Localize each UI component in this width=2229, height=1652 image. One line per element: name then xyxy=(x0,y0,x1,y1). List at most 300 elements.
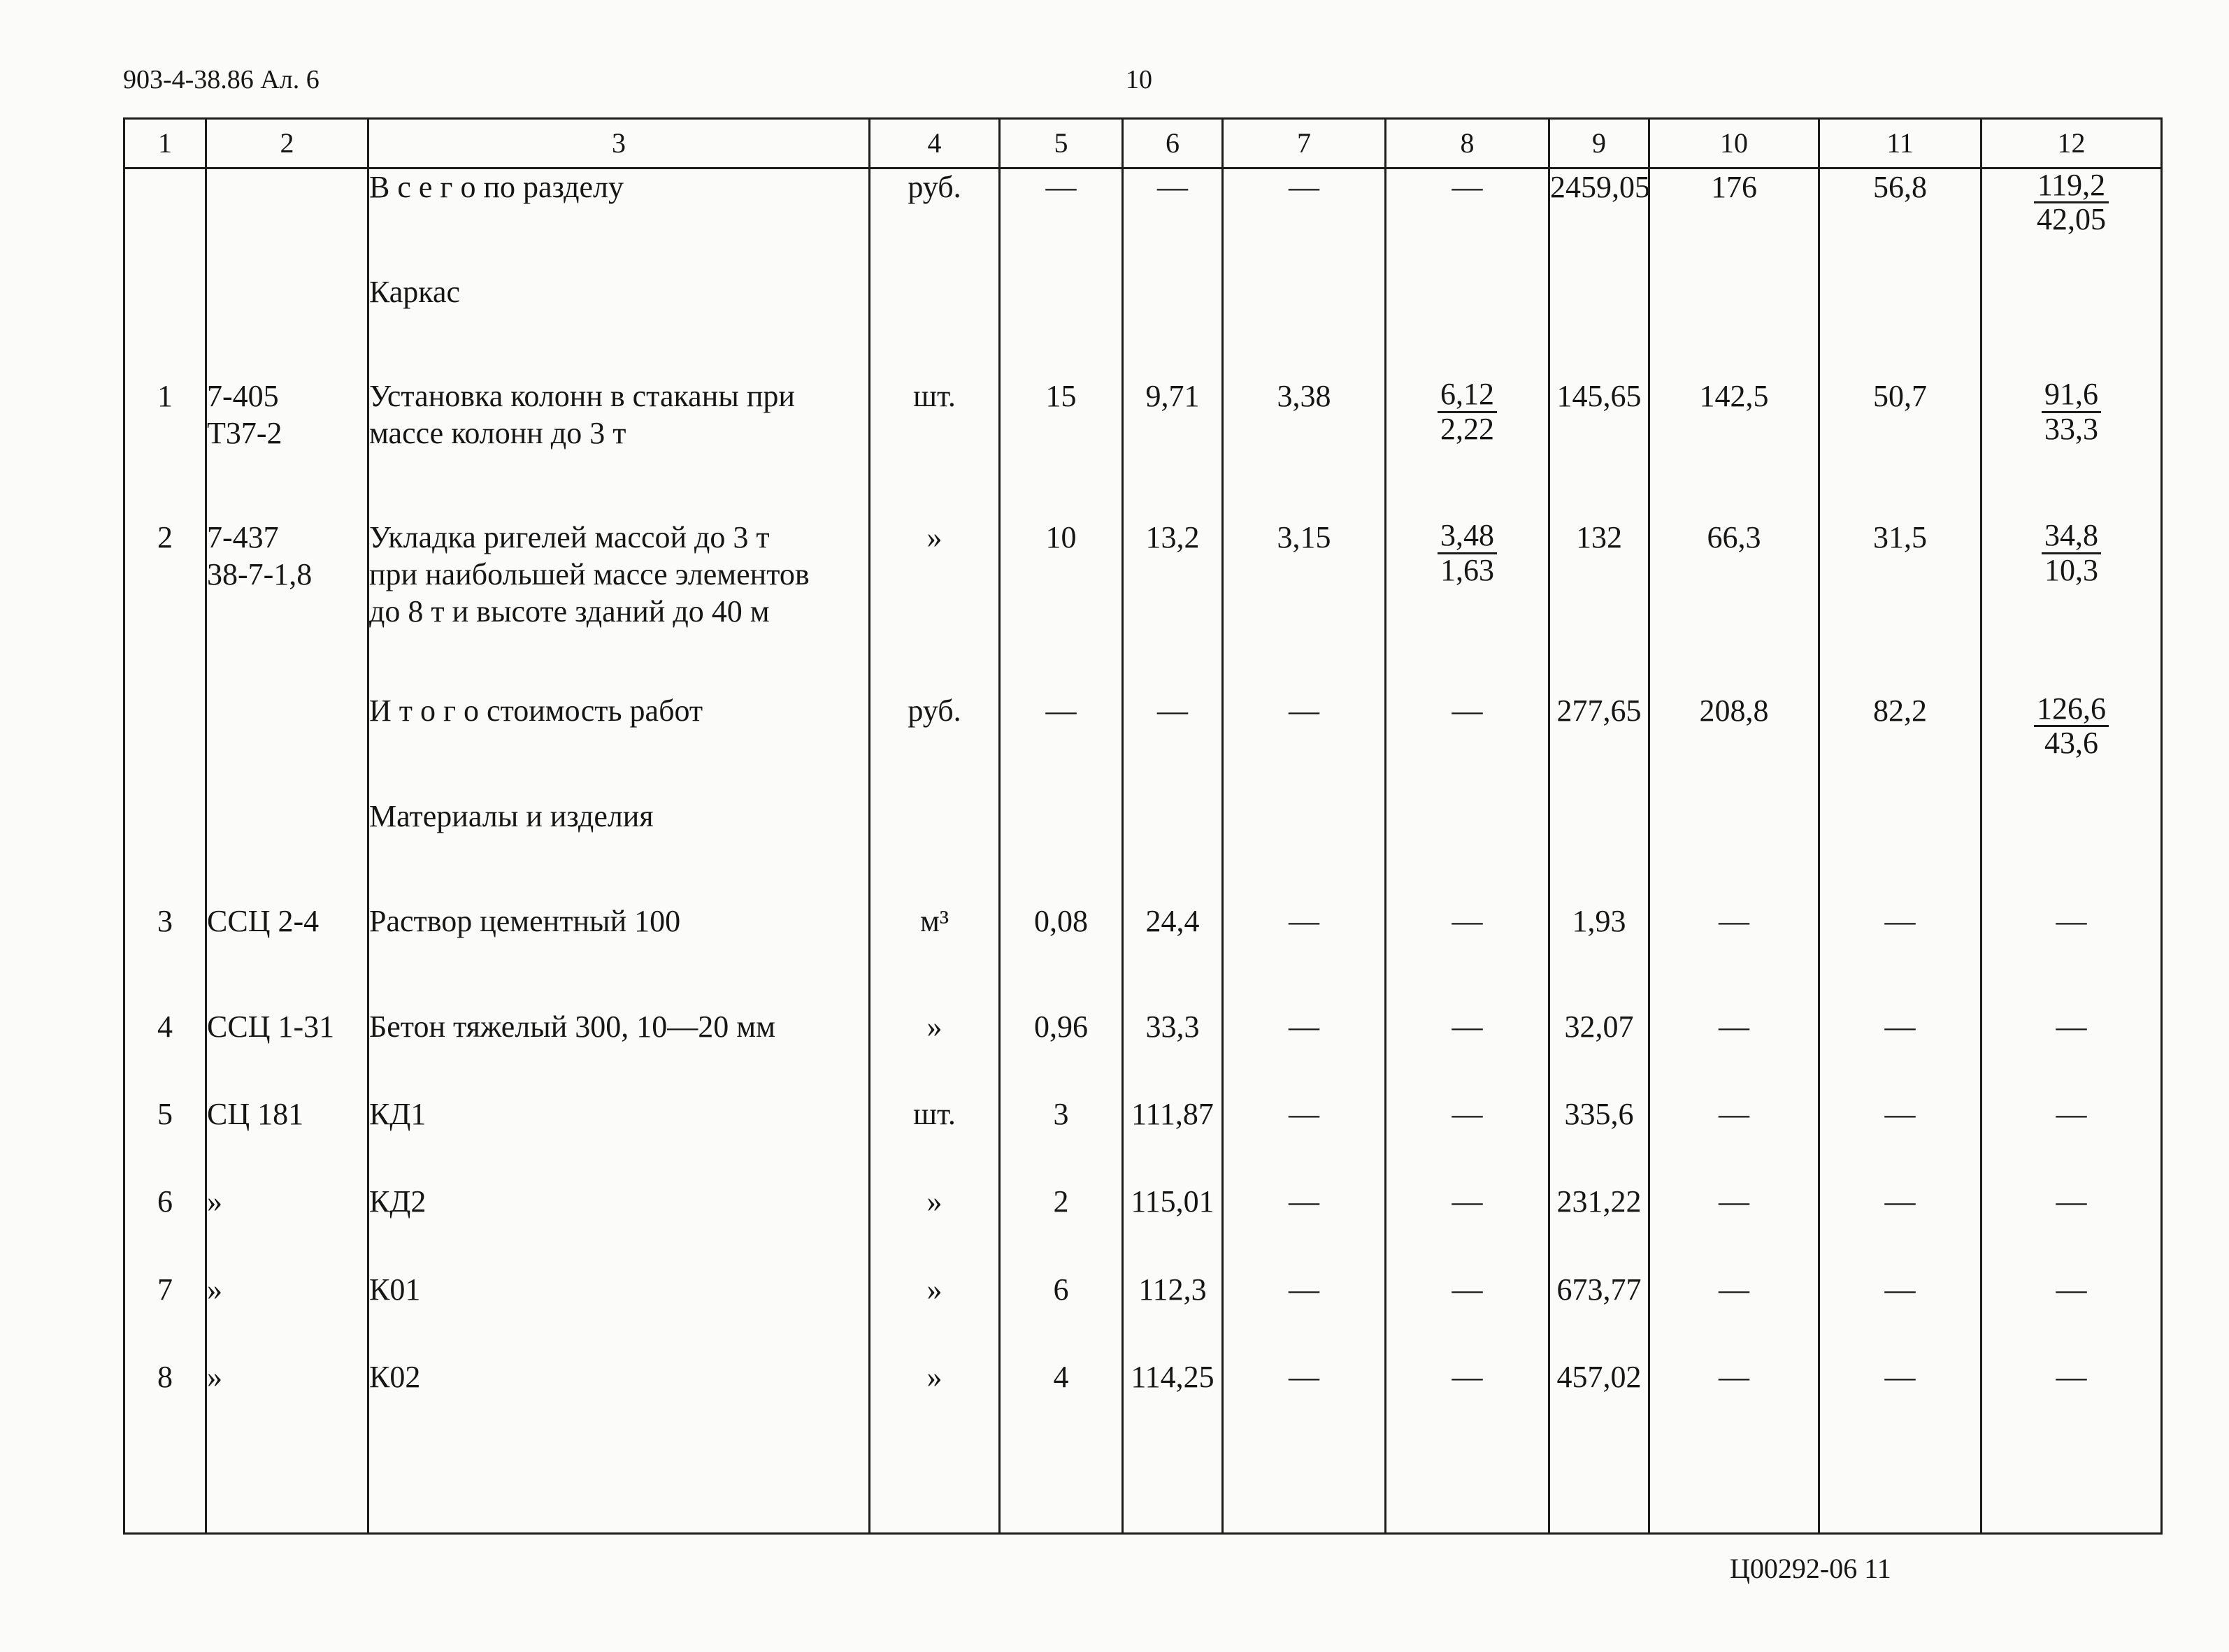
column-header-10: 10 xyxy=(1649,119,1819,168)
cell-col7 xyxy=(1223,798,1386,903)
total-cost: 277,65 xyxy=(1556,693,1642,728)
total-cost: 32,07 xyxy=(1564,1010,1634,1044)
col10-value: 142,5 xyxy=(1699,379,1769,414)
description: Бетон тяжелый 300, 10—20 мм xyxy=(369,1010,775,1044)
description: КД1 xyxy=(369,1097,427,1132)
cell-unit-cost xyxy=(1123,903,1223,1009)
cell-description xyxy=(368,519,870,692)
col7-value: — xyxy=(1289,1097,1319,1132)
cell-col12 xyxy=(1981,1272,2162,1359)
cell-col7 xyxy=(1223,274,1386,378)
unit: шт. xyxy=(913,1097,956,1132)
unit: шт. xyxy=(913,379,956,414)
cell-col7 xyxy=(1223,519,1386,692)
total-cost: 673,77 xyxy=(1556,1272,1642,1307)
cell-item-number xyxy=(124,1009,206,1096)
rate-code-line2: 38-7-1,8 xyxy=(207,557,313,592)
cell-unit-cost xyxy=(1123,1009,1223,1096)
cell-quantity xyxy=(1000,1009,1123,1096)
cell-col12 xyxy=(1981,1096,2162,1184)
cell-description xyxy=(368,693,870,798)
col12-value: — xyxy=(2056,1097,2087,1132)
col12-value-denominator: 10,3 xyxy=(2044,552,2098,587)
rate-code: СЦ 181 xyxy=(207,1097,304,1132)
unit-cost: 112,3 xyxy=(1138,1272,1207,1307)
cell-col8 xyxy=(1386,519,1549,692)
cell-col8 xyxy=(1386,1359,1549,1434)
page-number: 10 xyxy=(1126,65,1152,94)
table-row xyxy=(124,903,2162,1009)
col7-value: — xyxy=(1289,1010,1319,1044)
cell-description xyxy=(368,1272,870,1359)
col8-value: — xyxy=(1452,903,1483,938)
unit: руб. xyxy=(908,693,961,728)
col12-value xyxy=(2034,693,2109,759)
col12-value: — xyxy=(2056,1010,2087,1044)
description: КД2 xyxy=(369,1184,427,1219)
cell-quantity xyxy=(1000,168,1123,274)
column-header-3: 3 xyxy=(368,119,870,168)
col8-value: — xyxy=(1452,1097,1483,1132)
cell-col11 xyxy=(1819,1184,1981,1271)
col11-value: — xyxy=(1884,1184,1916,1219)
cell-col11 xyxy=(1819,1096,1981,1184)
cell-col7 xyxy=(1223,903,1386,1009)
cell-item-number xyxy=(124,168,206,274)
cell-col8 xyxy=(1386,903,1549,1009)
description: Укладка ригелей массой до 3 т xyxy=(369,520,770,555)
cell-col12 xyxy=(1981,693,2162,798)
rate-code: 7-405 xyxy=(207,379,279,414)
table-row xyxy=(124,274,2162,378)
quantity: — xyxy=(1045,170,1077,204)
col12-value-numerator: 126,6 xyxy=(2034,693,2109,727)
col11-value: 56,8 xyxy=(1873,170,1927,204)
cell-col8 xyxy=(1386,1184,1549,1271)
cell-total-cost xyxy=(1549,903,1649,1009)
cell-rate-code xyxy=(206,1184,368,1271)
cell-item-number xyxy=(124,903,206,1009)
column-header-9: 9 xyxy=(1549,119,1649,168)
cell-item-number xyxy=(124,519,206,692)
cell-col12 xyxy=(1981,798,2162,903)
quantity: 0,08 xyxy=(1034,903,1088,938)
quantity: 0,96 xyxy=(1034,1010,1088,1044)
cell-col11 xyxy=(1819,798,1981,903)
quantity: 2 xyxy=(1053,1184,1069,1219)
filler-cell xyxy=(1223,1434,1386,1534)
rate-code-line2: Т37-2 xyxy=(207,416,282,451)
cell-col7 xyxy=(1223,378,1386,519)
cell-item-number xyxy=(124,1184,206,1271)
quantity: 3 xyxy=(1053,1097,1069,1132)
cell-unit xyxy=(870,1359,1000,1434)
cell-unit xyxy=(870,1184,1000,1271)
filler-cell xyxy=(368,1434,870,1534)
total-cost: 1,93 xyxy=(1572,903,1626,938)
cell-quantity xyxy=(1000,1184,1123,1271)
col10-value: — xyxy=(1719,1097,1749,1132)
cell-rate-code xyxy=(206,1096,368,1184)
column-number-row xyxy=(124,119,2162,168)
table-row xyxy=(124,1096,2162,1184)
item-number: 1 xyxy=(157,379,173,414)
item-number: 5 xyxy=(157,1097,173,1132)
quantity: 6 xyxy=(1053,1272,1069,1307)
col8-value xyxy=(1438,378,1497,445)
col10-value: — xyxy=(1719,1272,1749,1307)
col11-value: — xyxy=(1884,1359,1916,1394)
col12-value-numerator: 91,6 xyxy=(2042,378,2101,412)
col8-value-denominator: 2,22 xyxy=(1440,411,1494,446)
col11-value: — xyxy=(1884,1097,1916,1132)
cell-col8 xyxy=(1386,798,1549,903)
cell-unit-cost xyxy=(1123,1184,1223,1271)
table-row xyxy=(124,693,2162,798)
cell-quantity xyxy=(1000,798,1123,903)
table-row xyxy=(124,1272,2162,1359)
cell-item-number xyxy=(124,274,206,378)
filler-cell xyxy=(1123,1434,1223,1534)
column-header-12: 12 xyxy=(1981,119,2162,168)
filler-cell xyxy=(1981,1434,2162,1534)
cell-unit xyxy=(870,519,1000,692)
cell-col10 xyxy=(1649,274,1819,378)
rate-code: ССЦ 1-31 xyxy=(207,1010,335,1044)
unit: » xyxy=(926,520,943,555)
cell-rate-code xyxy=(206,903,368,1009)
col12-value-denominator: 33,3 xyxy=(2044,411,2098,446)
cell-col12 xyxy=(1981,378,2162,519)
col11-value: — xyxy=(1884,1010,1916,1044)
unit: » xyxy=(926,1359,943,1394)
unit-cost: 114,25 xyxy=(1131,1359,1214,1394)
cell-col11 xyxy=(1819,1009,1981,1096)
col10-value: 66,3 xyxy=(1707,520,1761,555)
unit: м³ xyxy=(919,903,949,938)
cell-unit xyxy=(870,1009,1000,1096)
col8-value: — xyxy=(1452,693,1483,728)
filler-cell xyxy=(1000,1434,1123,1534)
cell-unit xyxy=(870,1272,1000,1359)
cell-col10 xyxy=(1649,1272,1819,1359)
cell-col7 xyxy=(1223,1009,1386,1096)
cell-unit-cost xyxy=(1123,693,1223,798)
cell-col8 xyxy=(1386,168,1549,274)
cell-unit xyxy=(870,903,1000,1009)
col10-value: 208,8 xyxy=(1699,693,1769,728)
table-row xyxy=(124,168,2162,274)
cell-unit xyxy=(870,274,1000,378)
cell-total-cost xyxy=(1549,1359,1649,1434)
table-row xyxy=(124,1359,2162,1434)
cell-rate-code xyxy=(206,519,368,692)
filler-cell xyxy=(1649,1434,1819,1534)
footer-stamp: Ц00292-06 11 xyxy=(1730,1553,1891,1584)
cell-unit-cost xyxy=(1123,378,1223,519)
cell-item-number xyxy=(124,1272,206,1359)
cell-col10 xyxy=(1649,693,1819,798)
description: К01 xyxy=(369,1272,421,1307)
cell-col11 xyxy=(1819,1272,1981,1359)
unit: » xyxy=(926,1272,943,1307)
cell-rate-code xyxy=(206,798,368,903)
col12-value-numerator: 119,2 xyxy=(2034,169,2109,203)
cell-col10 xyxy=(1649,519,1819,692)
cell-quantity xyxy=(1000,693,1123,798)
cell-quantity xyxy=(1000,1096,1123,1184)
filler-cell xyxy=(1549,1434,1649,1534)
col7-value: — xyxy=(1289,903,1319,938)
cell-col10 xyxy=(1649,1096,1819,1184)
cell-quantity xyxy=(1000,1272,1123,1359)
unit-cost: — xyxy=(1157,170,1188,204)
col7-value: — xyxy=(1289,1272,1319,1307)
unit: » xyxy=(926,1184,943,1219)
col8-value: — xyxy=(1452,1359,1483,1394)
cell-col10 xyxy=(1649,168,1819,274)
col12-value: — xyxy=(2056,1272,2087,1307)
col8-value xyxy=(1438,519,1497,586)
rate-code: » xyxy=(207,1272,222,1307)
col11-value: — xyxy=(1884,1272,1916,1307)
col12-value-denominator: 43,6 xyxy=(2044,725,2098,760)
cell-unit xyxy=(870,1096,1000,1184)
col12-value xyxy=(2034,169,2109,236)
cell-unit-cost xyxy=(1123,798,1223,903)
cell-total-cost xyxy=(1549,693,1649,798)
col12-value: — xyxy=(2056,1359,2087,1394)
cell-col12 xyxy=(1981,274,2162,378)
cell-col10 xyxy=(1649,1009,1819,1096)
unit-cost: 9,71 xyxy=(1145,379,1200,414)
cell-unit-cost xyxy=(1123,1096,1223,1184)
table-row xyxy=(124,1009,2162,1096)
cell-description xyxy=(368,798,870,903)
document-code: 903-4-38.86 Ал. 6 xyxy=(123,65,320,94)
table-row xyxy=(124,378,2162,519)
total-cost: 132 xyxy=(1576,520,1622,555)
cell-col12 xyxy=(1981,519,2162,692)
cell-unit-cost xyxy=(1123,168,1223,274)
cell-col7 xyxy=(1223,1272,1386,1359)
unit-cost: — xyxy=(1157,693,1188,728)
description: И т о г о стоимость работ xyxy=(369,693,703,728)
rate-code: ССЦ 2-4 xyxy=(207,903,320,938)
rate-code: 7-437 xyxy=(207,520,279,555)
column-header-5: 5 xyxy=(1000,119,1123,168)
cell-item-number xyxy=(124,1096,206,1184)
col7-value: — xyxy=(1289,1359,1319,1394)
col11-value: 82,2 xyxy=(1873,693,1927,728)
cell-col11 xyxy=(1819,168,1981,274)
cell-quantity xyxy=(1000,519,1123,692)
total-cost: 457,02 xyxy=(1556,1359,1642,1394)
description-line2: массе колонн до 3 т xyxy=(369,416,626,451)
cell-col10 xyxy=(1649,798,1819,903)
unit-cost: 13,2 xyxy=(1145,520,1200,555)
item-number: 2 xyxy=(157,520,173,555)
item-number: 8 xyxy=(157,1359,173,1394)
cell-quantity xyxy=(1000,1359,1123,1434)
cell-col12 xyxy=(1981,1184,2162,1271)
cell-description xyxy=(368,378,870,519)
cell-total-cost xyxy=(1549,1184,1649,1271)
cell-col12 xyxy=(1981,1009,2162,1096)
cell-col12 xyxy=(1981,1359,2162,1434)
cell-col11 xyxy=(1819,693,1981,798)
col7-value: — xyxy=(1289,170,1319,204)
cell-description xyxy=(368,1096,870,1184)
cell-col11 xyxy=(1819,378,1981,519)
cell-unit-cost xyxy=(1123,274,1223,378)
cell-col8 xyxy=(1386,378,1549,519)
rate-code: » xyxy=(207,1184,222,1219)
cell-unit-cost xyxy=(1123,519,1223,692)
cell-col7 xyxy=(1223,168,1386,274)
cell-total-cost xyxy=(1549,798,1649,903)
cell-total-cost xyxy=(1549,1272,1649,1359)
cell-item-number xyxy=(124,693,206,798)
cell-total-cost xyxy=(1549,519,1649,692)
cell-item-number xyxy=(124,1359,206,1434)
col11-value: — xyxy=(1884,903,1916,938)
description: Установка колонн в стаканы при xyxy=(369,379,795,414)
description: К02 xyxy=(369,1359,421,1394)
cell-total-cost xyxy=(1549,168,1649,274)
col7-value: — xyxy=(1289,693,1319,728)
cell-col8 xyxy=(1386,1272,1549,1359)
filler-cell xyxy=(1386,1434,1549,1534)
cell-quantity xyxy=(1000,903,1123,1009)
col11-value: 31,5 xyxy=(1873,520,1927,555)
col11-value: 50,7 xyxy=(1873,379,1927,414)
column-header-1: 1 xyxy=(124,119,206,168)
column-header-2: 2 xyxy=(206,119,368,168)
unit-cost: 33,3 xyxy=(1145,1010,1200,1044)
cell-col10 xyxy=(1649,1359,1819,1434)
cell-col7 xyxy=(1223,1359,1386,1434)
col8-value: — xyxy=(1452,1272,1483,1307)
total-cost: 145,65 xyxy=(1556,379,1642,414)
col8-value: — xyxy=(1452,1184,1483,1219)
item-number: 4 xyxy=(157,1010,173,1044)
cell-description xyxy=(368,168,870,274)
rate-code: » xyxy=(207,1359,222,1394)
quantity: — xyxy=(1045,693,1077,728)
cell-quantity xyxy=(1000,274,1123,378)
table-row xyxy=(124,798,2162,903)
unit-cost: 111,87 xyxy=(1131,1097,1214,1132)
description: В с е г о по разделу xyxy=(369,170,624,204)
col8-value-denominator: 1,63 xyxy=(1440,552,1494,587)
cell-unit-cost xyxy=(1123,1272,1223,1359)
unit-cost: 24,4 xyxy=(1145,903,1200,938)
cell-total-cost xyxy=(1549,1096,1649,1184)
col12-value: — xyxy=(2056,1184,2087,1219)
col12-value-numerator: 34,8 xyxy=(2042,519,2101,554)
col7-value: — xyxy=(1289,1184,1319,1219)
quantity: 4 xyxy=(1053,1359,1069,1394)
cell-col7 xyxy=(1223,1184,1386,1271)
cell-total-cost xyxy=(1549,274,1649,378)
col12-value-denominator: 42,05 xyxy=(2037,202,2106,237)
cell-col11 xyxy=(1819,519,1981,692)
col7-value: 3,15 xyxy=(1277,520,1331,555)
cell-unit xyxy=(870,798,1000,903)
cell-rate-code xyxy=(206,274,368,378)
column-header-11: 11 xyxy=(1819,119,1981,168)
cell-unit xyxy=(870,378,1000,519)
description: Каркас xyxy=(369,274,461,309)
cell-col11 xyxy=(1819,903,1981,1009)
item-number: 7 xyxy=(157,1272,173,1307)
col12-value xyxy=(2042,519,2101,586)
cell-rate-code xyxy=(206,378,368,519)
item-number: 6 xyxy=(157,1184,173,1219)
filler-cell xyxy=(1819,1434,1981,1534)
description-line3: до 8 т и высоте зданий до 40 м xyxy=(369,594,770,629)
cell-col10 xyxy=(1649,1184,1819,1271)
col10-value: — xyxy=(1719,1010,1749,1044)
table-filler-row xyxy=(124,1434,2162,1534)
table-row xyxy=(124,519,2162,692)
cell-col8 xyxy=(1386,693,1549,798)
col8-value-numerator: 6,12 xyxy=(1438,378,1497,412)
col10-value: 176 xyxy=(1711,170,1757,204)
cell-unit-cost xyxy=(1123,1359,1223,1434)
column-header-7: 7 xyxy=(1223,119,1386,168)
cell-description xyxy=(368,1009,870,1096)
cell-description xyxy=(368,903,870,1009)
cell-description xyxy=(368,1184,870,1271)
unit: » xyxy=(926,1010,943,1044)
cell-item-number xyxy=(124,378,206,519)
description-line2: при наибольшей массе элементов xyxy=(369,557,810,592)
col8-value: — xyxy=(1452,1010,1483,1044)
cell-col12 xyxy=(1981,168,2162,274)
unit-cost: 115,01 xyxy=(1131,1184,1214,1219)
cell-rate-code xyxy=(206,693,368,798)
cell-description xyxy=(368,1359,870,1434)
col8-value: — xyxy=(1452,170,1483,204)
cell-unit xyxy=(870,693,1000,798)
item-number: 3 xyxy=(157,903,173,938)
column-header-8: 8 xyxy=(1386,119,1549,168)
cell-description xyxy=(368,274,870,378)
filler-cell xyxy=(206,1434,368,1534)
cell-item-number xyxy=(124,798,206,903)
cell-total-cost xyxy=(1549,1009,1649,1096)
cell-col8 xyxy=(1386,274,1549,378)
cell-unit xyxy=(870,168,1000,274)
cell-rate-code xyxy=(206,1359,368,1434)
quantity: 15 xyxy=(1045,379,1077,414)
column-header-6: 6 xyxy=(1123,119,1223,168)
col12-value xyxy=(2042,378,2101,445)
cell-col8 xyxy=(1386,1096,1549,1184)
quantity: 10 xyxy=(1045,520,1077,555)
cell-rate-code xyxy=(206,1272,368,1359)
column-header-4: 4 xyxy=(870,119,1000,168)
cell-col11 xyxy=(1819,274,1981,378)
col7-value: 3,38 xyxy=(1277,379,1331,414)
table-row xyxy=(124,1184,2162,1271)
cell-col10 xyxy=(1649,903,1819,1009)
cell-rate-code xyxy=(206,168,368,274)
description: Материалы и изделия xyxy=(369,799,654,834)
col8-value-numerator: 3,48 xyxy=(1438,519,1497,554)
